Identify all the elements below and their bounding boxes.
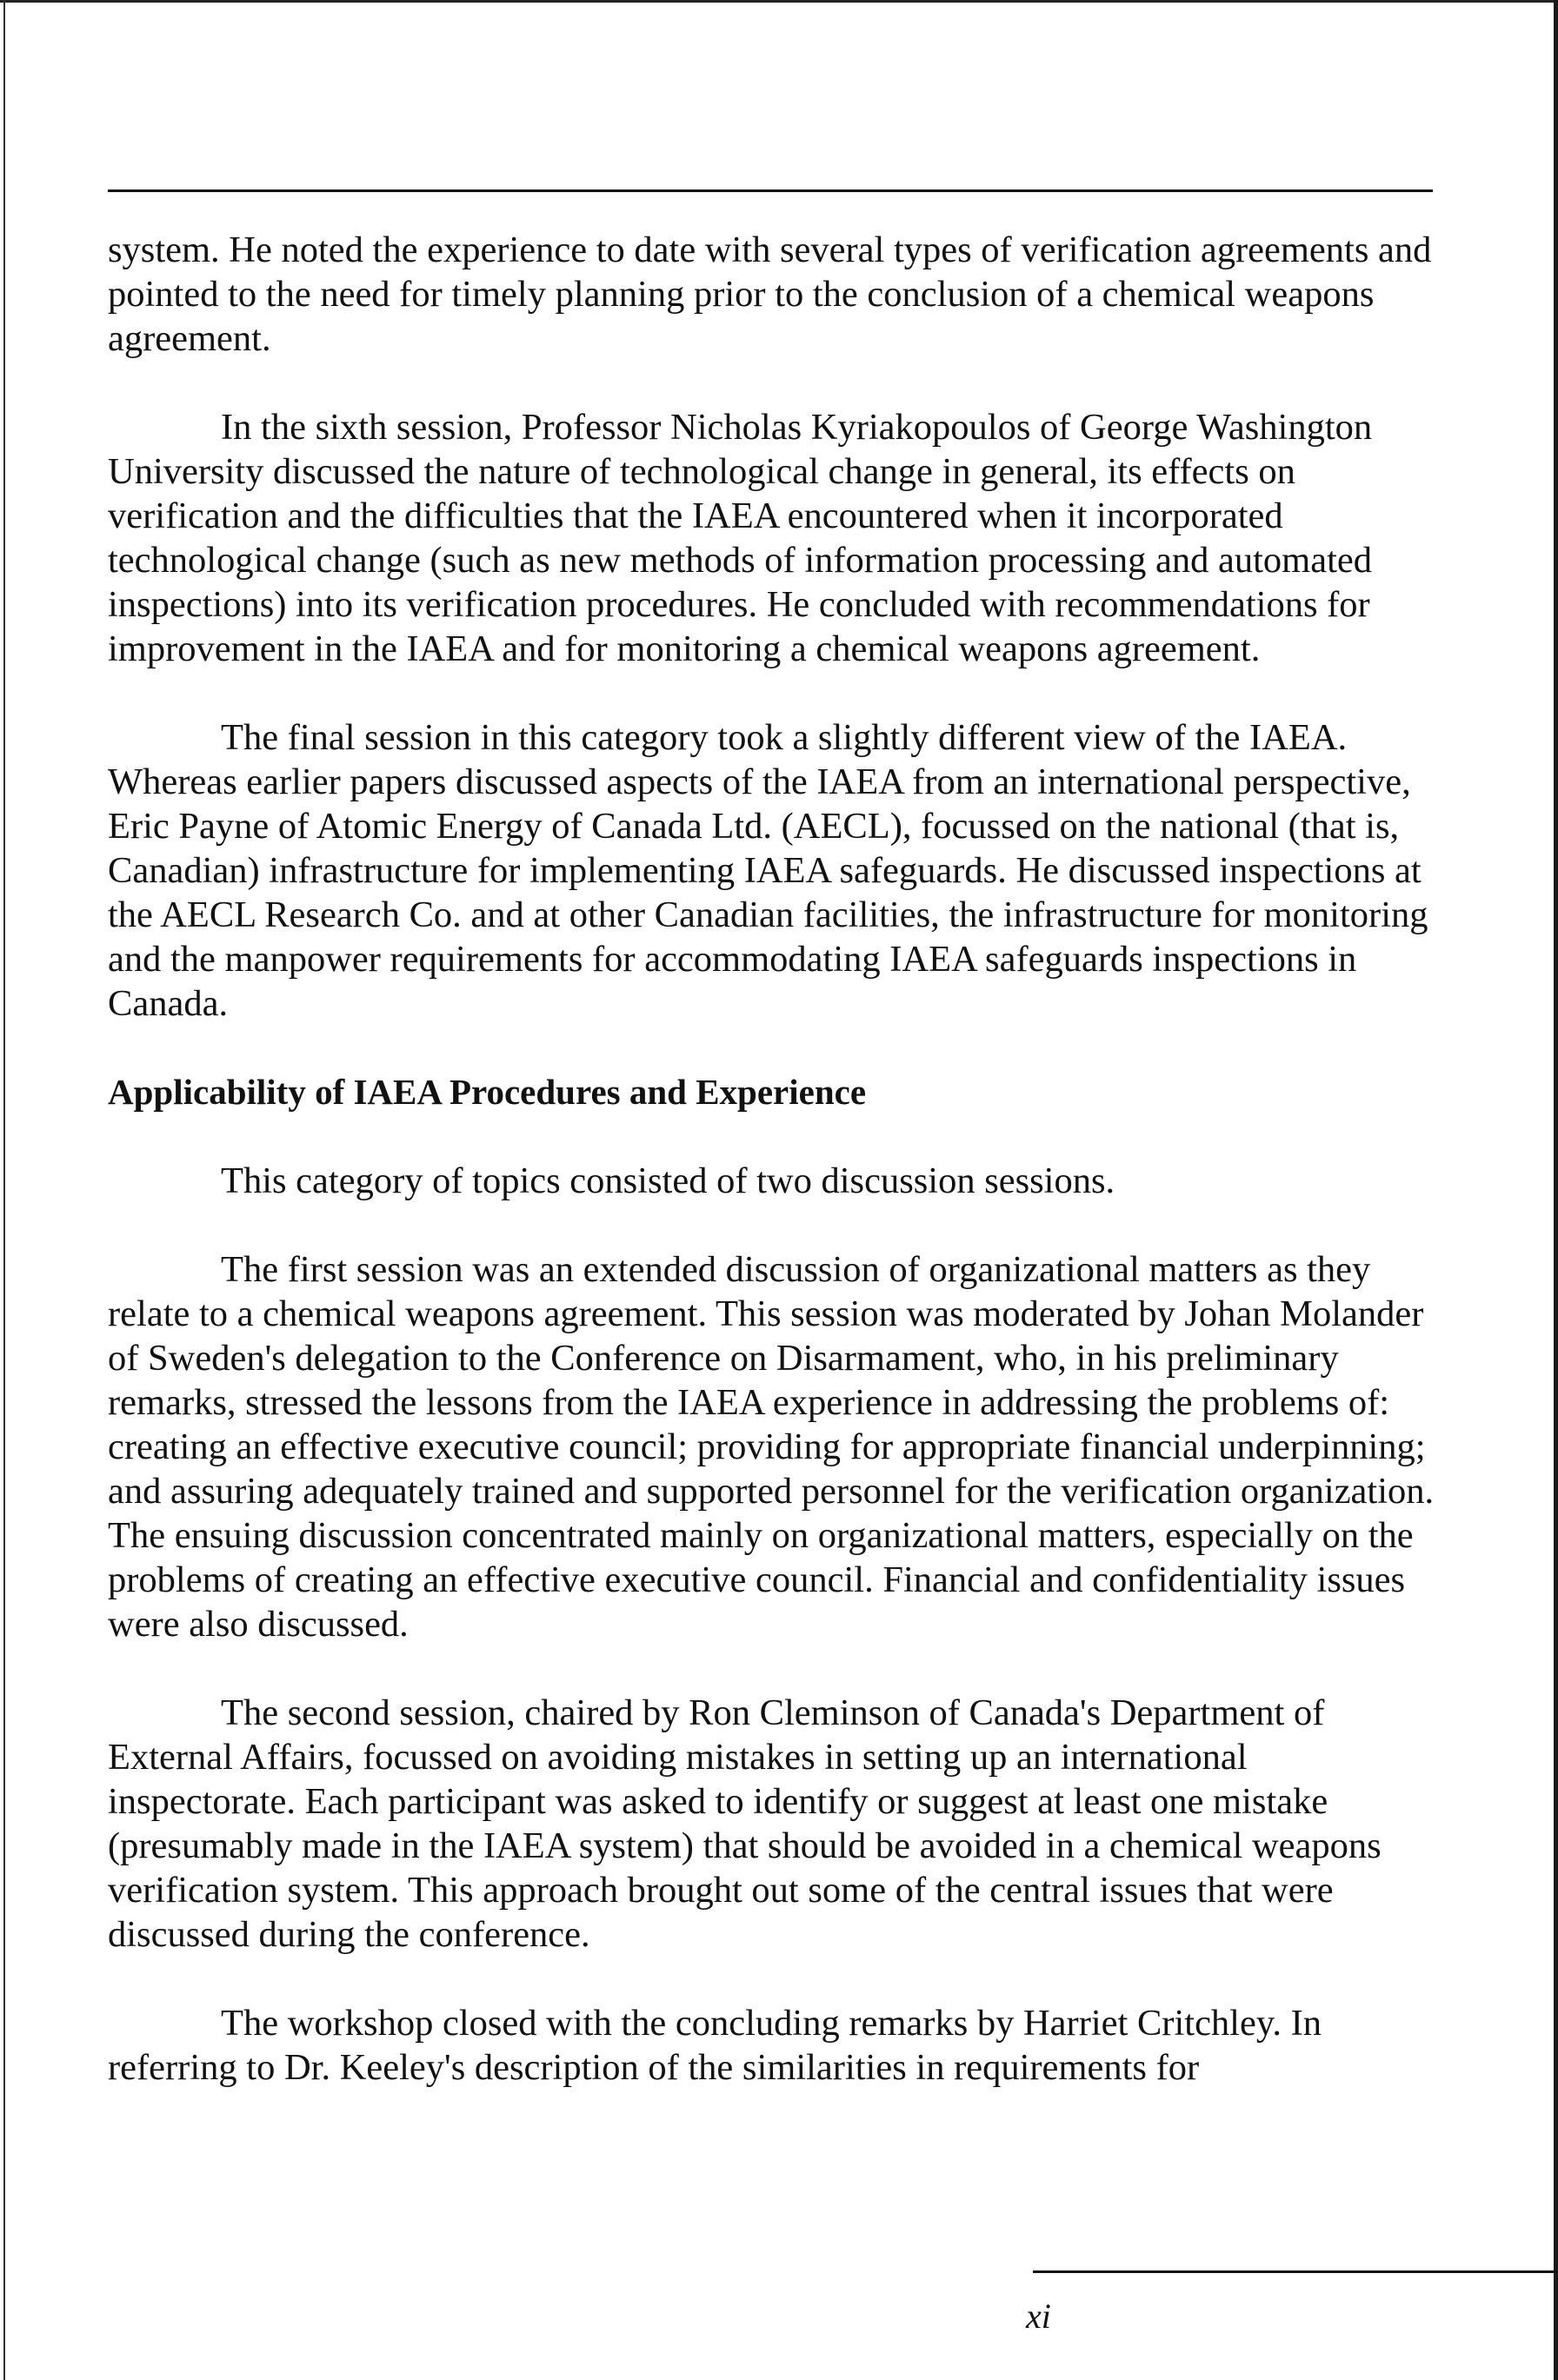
footer-rule <box>1033 2270 1558 2273</box>
paragraph-continuation: system. He noted the experience to date with several types of verification agreements and pointed to the need for timely planning prior to the conclusion of a chemical weapons agreement. <box>108 229 1432 359</box>
paragraph-category-intro: This category of topics consisted of two discussion sessions. <box>221 1160 1115 1201</box>
paragraph-first-session: The first session was an extended discussion of organizational matters as they relate to a chemical weapons agreement. This session was moderated by Johan Molander of Sweden's delegation to the Conference on Disarmament, who, in his preliminary remarks, stressed the lessons from the IAEA experience in addressing the problems of: creating an effective executive council; providing for appropriate financial underpinning; and assuring adequately trained and supported personnel for the verification organization. The ensuing discussion concentrated mainly on organizational matters, especially on the problems of creating an effective executive council. Financial and confidentiality issues were also discussed. <box>108 1249 1435 1645</box>
paragraph-second-session: The second session, chaired by Ron Cleminson of Canada's Department of External Affairs, focussed on avoiding mistakes in setting up an international inspectorate. Each participant was asked to identify or suggest at least one mistake (presumably made in the IAEA system) that should be avoided in a chemical weapons verification system. This approach brought out some of the central issues that were discussed during the conference. <box>108 1692 1382 1955</box>
scan-left-edge <box>3 0 5 2380</box>
paragraph-sixth-session: In the sixth session, Professor Nicholas Kyriakopoulos of George Washington University discussed the nature of technological change in general, its effects on verification and the difficulties that the IAEA encountered when it incorporated technological change (such as new methods of information processing and automated inspections) into its verification procedures. He concluded with recommendations for improvement in the IAEA and for monitoring a chemical weapons agreement. <box>108 407 1373 669</box>
section-heading: Applicability of IAEA Procedures and Experience <box>108 1072 867 1112</box>
scan-top-edge <box>0 0 1558 3</box>
scan-right-edge <box>1554 0 1558 2380</box>
paragraph-closing: The workshop closed with the concluding remarks by Harriet Critchley. In referring to Dr. Keeley's description of the similarities in requirements for <box>108 2003 1322 2088</box>
paragraph-final-session: The final session in this category took a slightly different view of the IAEA. Whereas earlier papers discussed aspects of the IAEA from an international perspective, Eric Payne of Atomic Energy of Canada Ltd. (AECL), focussed on the national (that is, Canadian) infrastructure for implementing IAEA safeguards. He discussed inspections at the AECL Research Co. and at other Canadian facilities, the infrastructure for monitoring and the manpower requirements for accommodating IAEA safeguards inspections in Canada. <box>108 717 1428 1024</box>
header-rule <box>108 189 1433 192</box>
page-body <box>108 228 1438 2134</box>
page-number: xi <box>1026 2297 1051 2336</box>
